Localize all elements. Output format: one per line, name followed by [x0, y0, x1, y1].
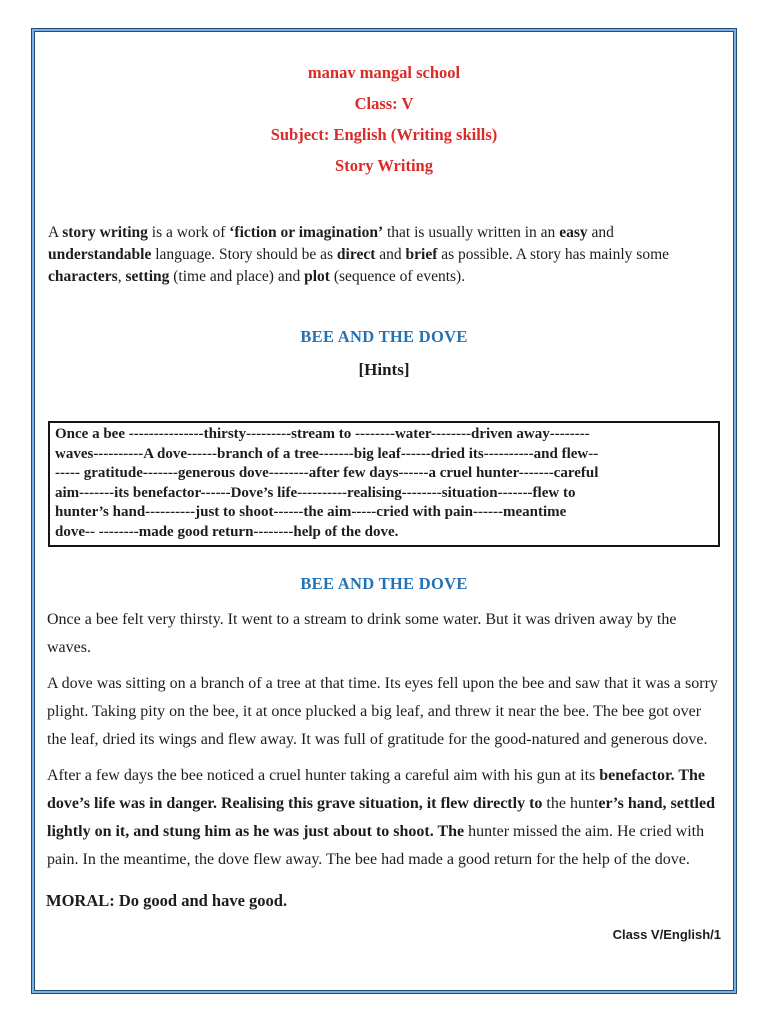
bold-text-run: ‘fiction or imagination’	[229, 224, 384, 241]
hint-line: dove-- --------made good return--------help of the dove.	[55, 523, 399, 540]
bold-text-run: story writing	[62, 224, 148, 241]
moral-line: MORAL: Do good and have good.	[46, 891, 288, 910]
bold-text-run: brief	[405, 246, 438, 263]
hint-line: aim-------its benefactor------Dove’s life----------realising--------situation-------flew to	[55, 484, 576, 501]
page-footer-reference: Class V/English/1	[612, 927, 721, 942]
story-paragraph-1	[46, 606, 722, 662]
story-paragraph-2	[46, 670, 722, 754]
story-paragraph-3	[46, 762, 722, 874]
bold-text-run: direct	[336, 246, 376, 263]
bold-text-run: easy	[559, 224, 588, 241]
bold-text-run: setting	[125, 268, 170, 285]
page-border-frame	[31, 28, 737, 994]
text-run: (time and place) and	[169, 268, 305, 285]
hints-label: [Hints]	[358, 360, 410, 379]
text-run: and	[375, 246, 406, 263]
text-run: is a work of	[147, 224, 230, 241]
hints-box	[48, 421, 720, 547]
text-run: hunter missed the aim. He cried with pain. In the meantime, the dove flew away. The bee had made a good return for the help of the dove.	[47, 823, 705, 868]
text-run: A dove was sitting on a branch of a tree at that time. Its eyes fell upon the bee and saw that it was a sorry plight. Taking pity on the bee, it at once plucked a big leaf, and threw it near the bee. The bee got over the leaf, dried its wings and flew away. It was full of gratitude for the good-natured and generous dove.	[47, 675, 718, 748]
bold-text-run: benefactor. The dove’s life was in danger. Realising this grave situation, it flew directly to	[47, 767, 706, 812]
text-run: the hunt	[546, 795, 599, 812]
bold-text-run: er’s hand, settled lightly on it, and stung him as he was just about to shoot. The	[47, 795, 715, 840]
text-run: that is usually written in an	[383, 224, 560, 241]
document-header	[46, 57, 722, 181]
school-name: manav mangal school	[307, 63, 461, 82]
bold-text-run: plot	[304, 268, 330, 285]
story-title: BEE AND THE DOVE	[300, 327, 468, 346]
text-run: as possible. A story has mainly some	[437, 246, 670, 263]
bold-text-run: understandable	[48, 246, 152, 263]
text-run: ,	[117, 268, 126, 285]
bold-text-run: characters	[48, 268, 118, 285]
text-run: After a few days the bee noticed a cruel hunter taking a careful aim with his gun at its	[47, 767, 600, 784]
class-line: Class: V	[354, 94, 414, 113]
topic-line: Story Writing	[335, 156, 433, 175]
intro-paragraph	[46, 222, 722, 288]
hint-line: hunter’s hand----------just to shoot------the aim-----cried with pain------meantime	[55, 504, 567, 520]
text-run: Once a bee felt very thirsty. It went to a stream to drink some water. But it was driven away by the waves.	[47, 611, 677, 656]
subject-line: Subject: English (Writing skills)	[270, 125, 498, 144]
text-run: (sequence of events).	[329, 268, 466, 285]
hint-line: ----- gratitude-------generous dove--------after few days------a cruel hunter-------careful	[55, 465, 599, 481]
text-run: A	[48, 224, 63, 241]
document-page	[35, 32, 733, 990]
text-run: and	[587, 224, 614, 241]
hint-line: Once a bee ---------------thirsty---------stream to --------water--------driven away--------	[55, 426, 590, 442]
hint-line: waves----------A dove------branch of a tree-------big leaf------dried its----------and flew--	[55, 445, 599, 462]
story-title-repeat: BEE AND THE DOVE	[300, 574, 468, 593]
text-run: language. Story should be as	[151, 246, 337, 263]
